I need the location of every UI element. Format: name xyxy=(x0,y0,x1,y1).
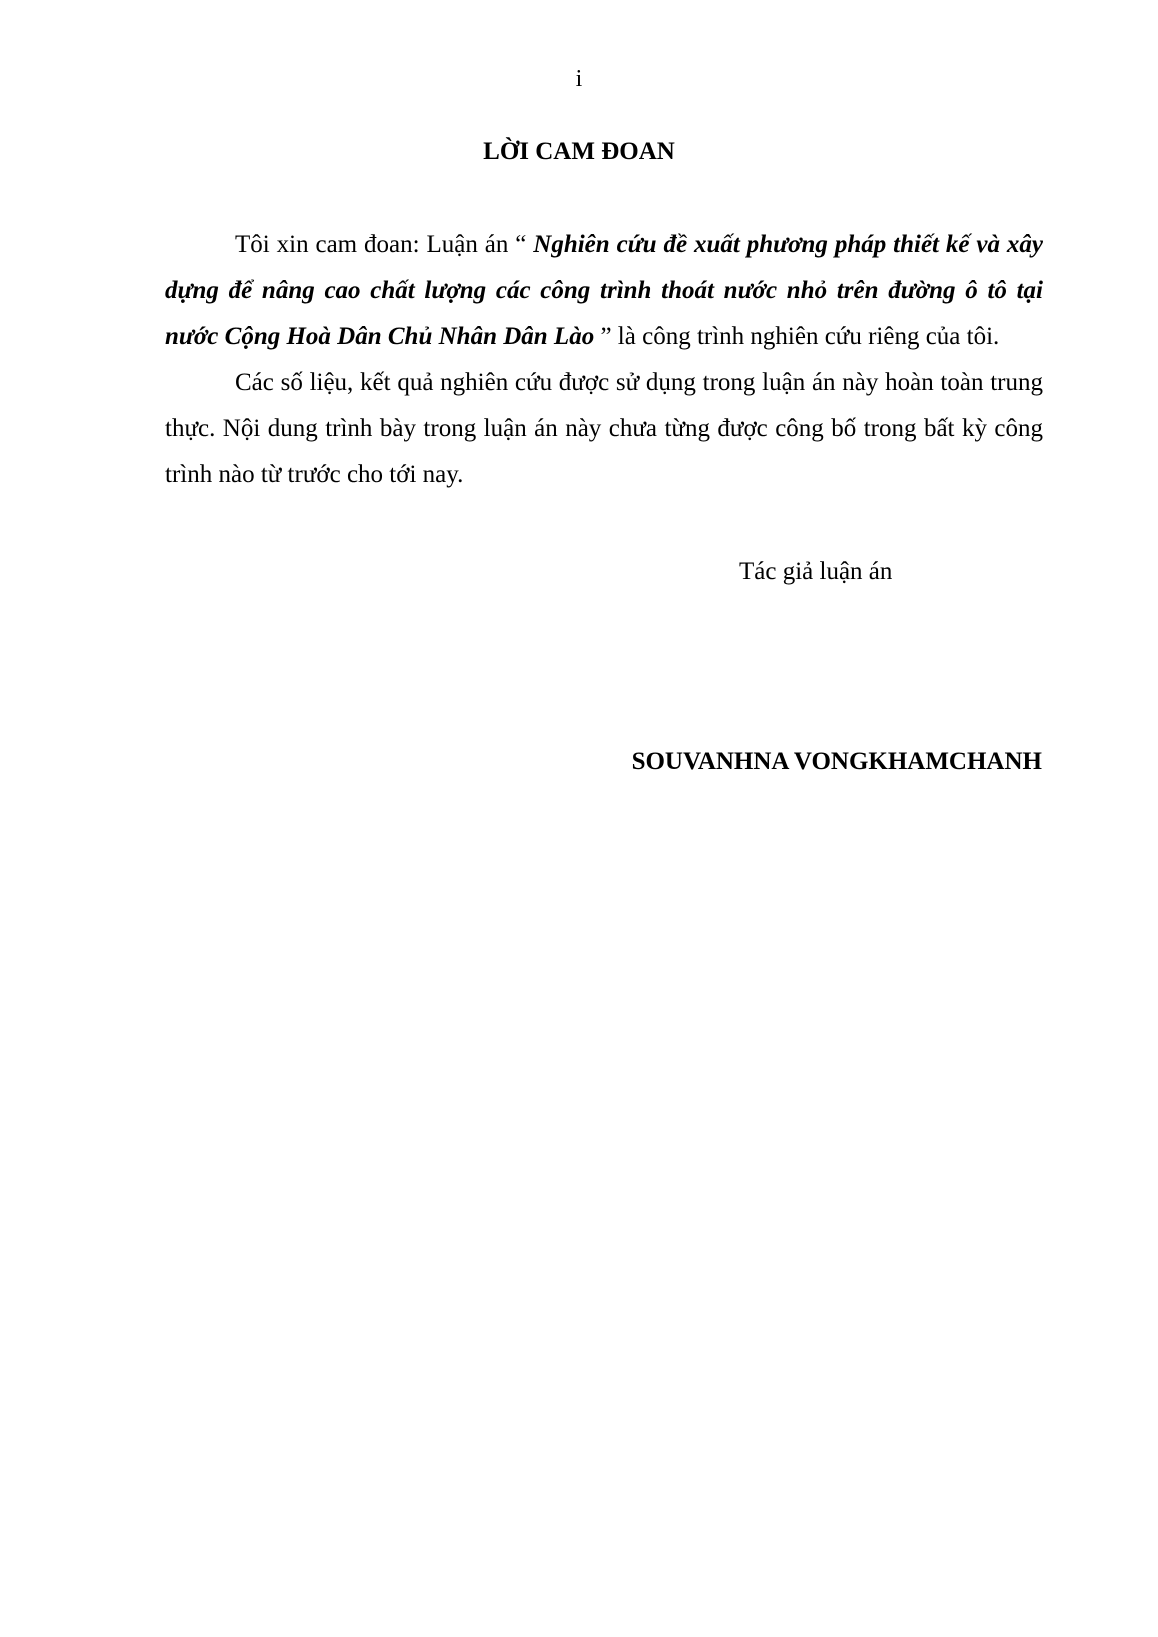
thesis-title: Nghiên cứu đề xuất phương pháp thiết kế và xây dựng để nâng cao chất lượng các công trình thoát nước nhỏ trên đường ô tô tại nước Cộng Hoà Dân Chủ Nhân Dân Lào xyxy=(165,231,1043,350)
page-title: LỜI CAM ĐOAN xyxy=(483,138,675,165)
declaration-paragraph-1 xyxy=(165,222,1043,360)
page-number: i xyxy=(575,66,583,92)
author-role: Tác giả luận án xyxy=(739,558,893,585)
paragraph-lead: Tôi xin cam đoan: Luận án “ xyxy=(235,231,534,258)
declaration-body xyxy=(165,222,1043,498)
author-name: SOUVANHNA VONGKHAMCHANH xyxy=(631,748,1042,775)
paragraph-tail: ” là công trình nghiên cứu riêng của tôi. xyxy=(594,323,1000,350)
declaration-paragraph-2: Các số liệu, kết quả nghiên cứu được sử dụng trong luận án này hoàn toàn trung thực. Nội dung trình bày trong luận án này chưa từng được công bố trong bất kỳ công trình nào từ trước cho tới nay. xyxy=(165,369,1043,488)
